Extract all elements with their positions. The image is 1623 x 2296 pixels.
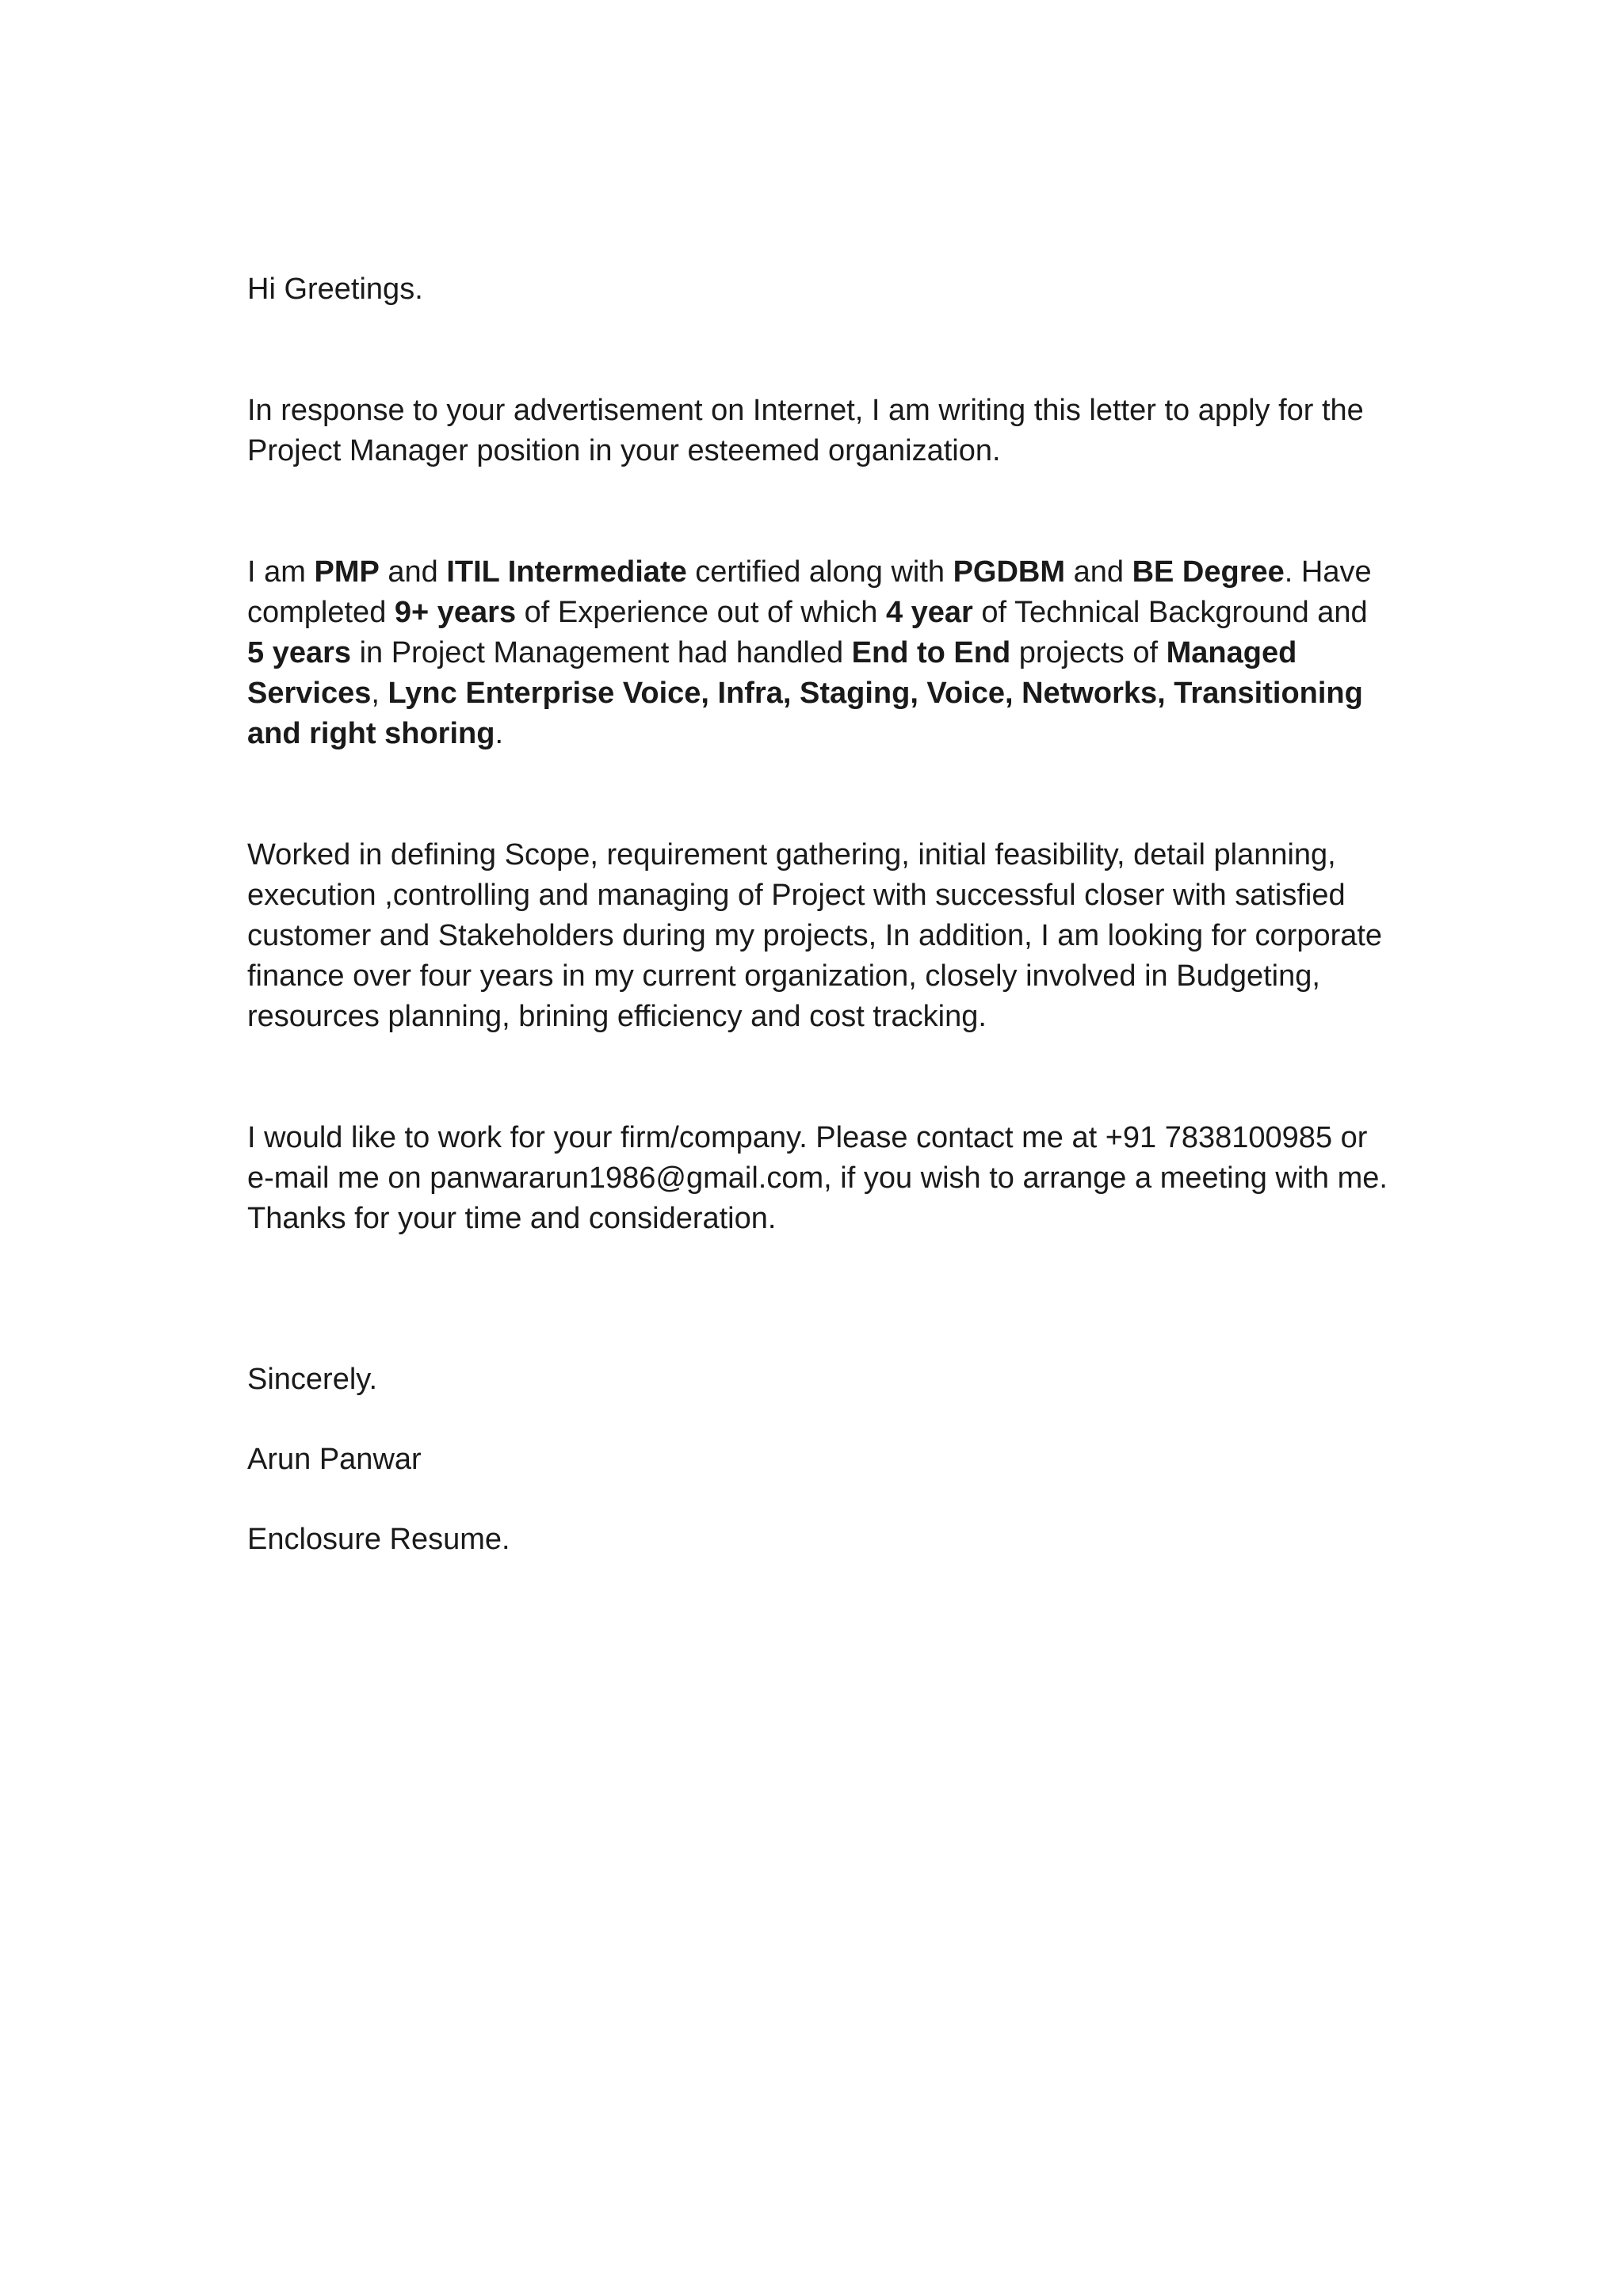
managed-services: Managed Services bbox=[247, 636, 1297, 710]
experience-pm: 5 years bbox=[247, 636, 352, 669]
experience-technical: 4 year bbox=[885, 596, 973, 629]
greeting-line: Hi Greetings. bbox=[247, 273, 423, 306]
degree-pgdbm: PGDBM bbox=[953, 555, 1066, 589]
paragraph-application: In response to your advertisement on Internet, I am writing this letter to apply for the Project Manager position in your esteemed organization. bbox=[247, 394, 1364, 467]
experience-total: 9+ years bbox=[394, 596, 517, 629]
cert-itil: ITIL Intermediate bbox=[446, 555, 687, 589]
cert-pmp: PMP bbox=[314, 555, 380, 589]
paragraph-qualifications: I am PMP and ITIL Intermediate certified along with PGDBM and BE Degree. Have completed 9+ years of Experience out of which 4 year of Technical Background and 5 years in Project Management had handled End to End projects of Managed Services, Lync Enterprise Voice, Infra, Staging, Voice, Networks, Transitioning and right shoring. bbox=[247, 555, 1372, 750]
paragraph-contact: I would like to work for your firm/company. Please contact me at +91 7838100985 or e-mail me on panwararun1986@gmail.com, if you wish to arrange a meeting with me. Thanks for your time and consideration. bbox=[247, 1121, 1388, 1235]
degree-be: BE Degree bbox=[1132, 555, 1285, 589]
paragraph-experience: Worked in defining Scope, requirement gathering, initial feasibility, detail planning, execution ,controlling and managing of Project with successful closer with satisfied customer and Stakeholders during my projects, In addition, I am looking for corporate finance over four years in my current organization, closely involved in Budgeting, resources planning, brining efficiency and cost tracking. bbox=[247, 838, 1383, 1033]
project-areas: Lync Enterprise Voice, Infra, Staging, Voice, Networks, Transitioning and right shoring bbox=[247, 677, 1363, 750]
signature-name: Arun Panwar bbox=[247, 1443, 422, 1476]
sign-off: Sincerely. bbox=[247, 1363, 378, 1396]
cover-letter bbox=[247, 269, 1388, 1560]
enclosure-note: Enclosure Resume. bbox=[247, 1523, 510, 1556]
end-to-end: End to End bbox=[851, 636, 1011, 669]
